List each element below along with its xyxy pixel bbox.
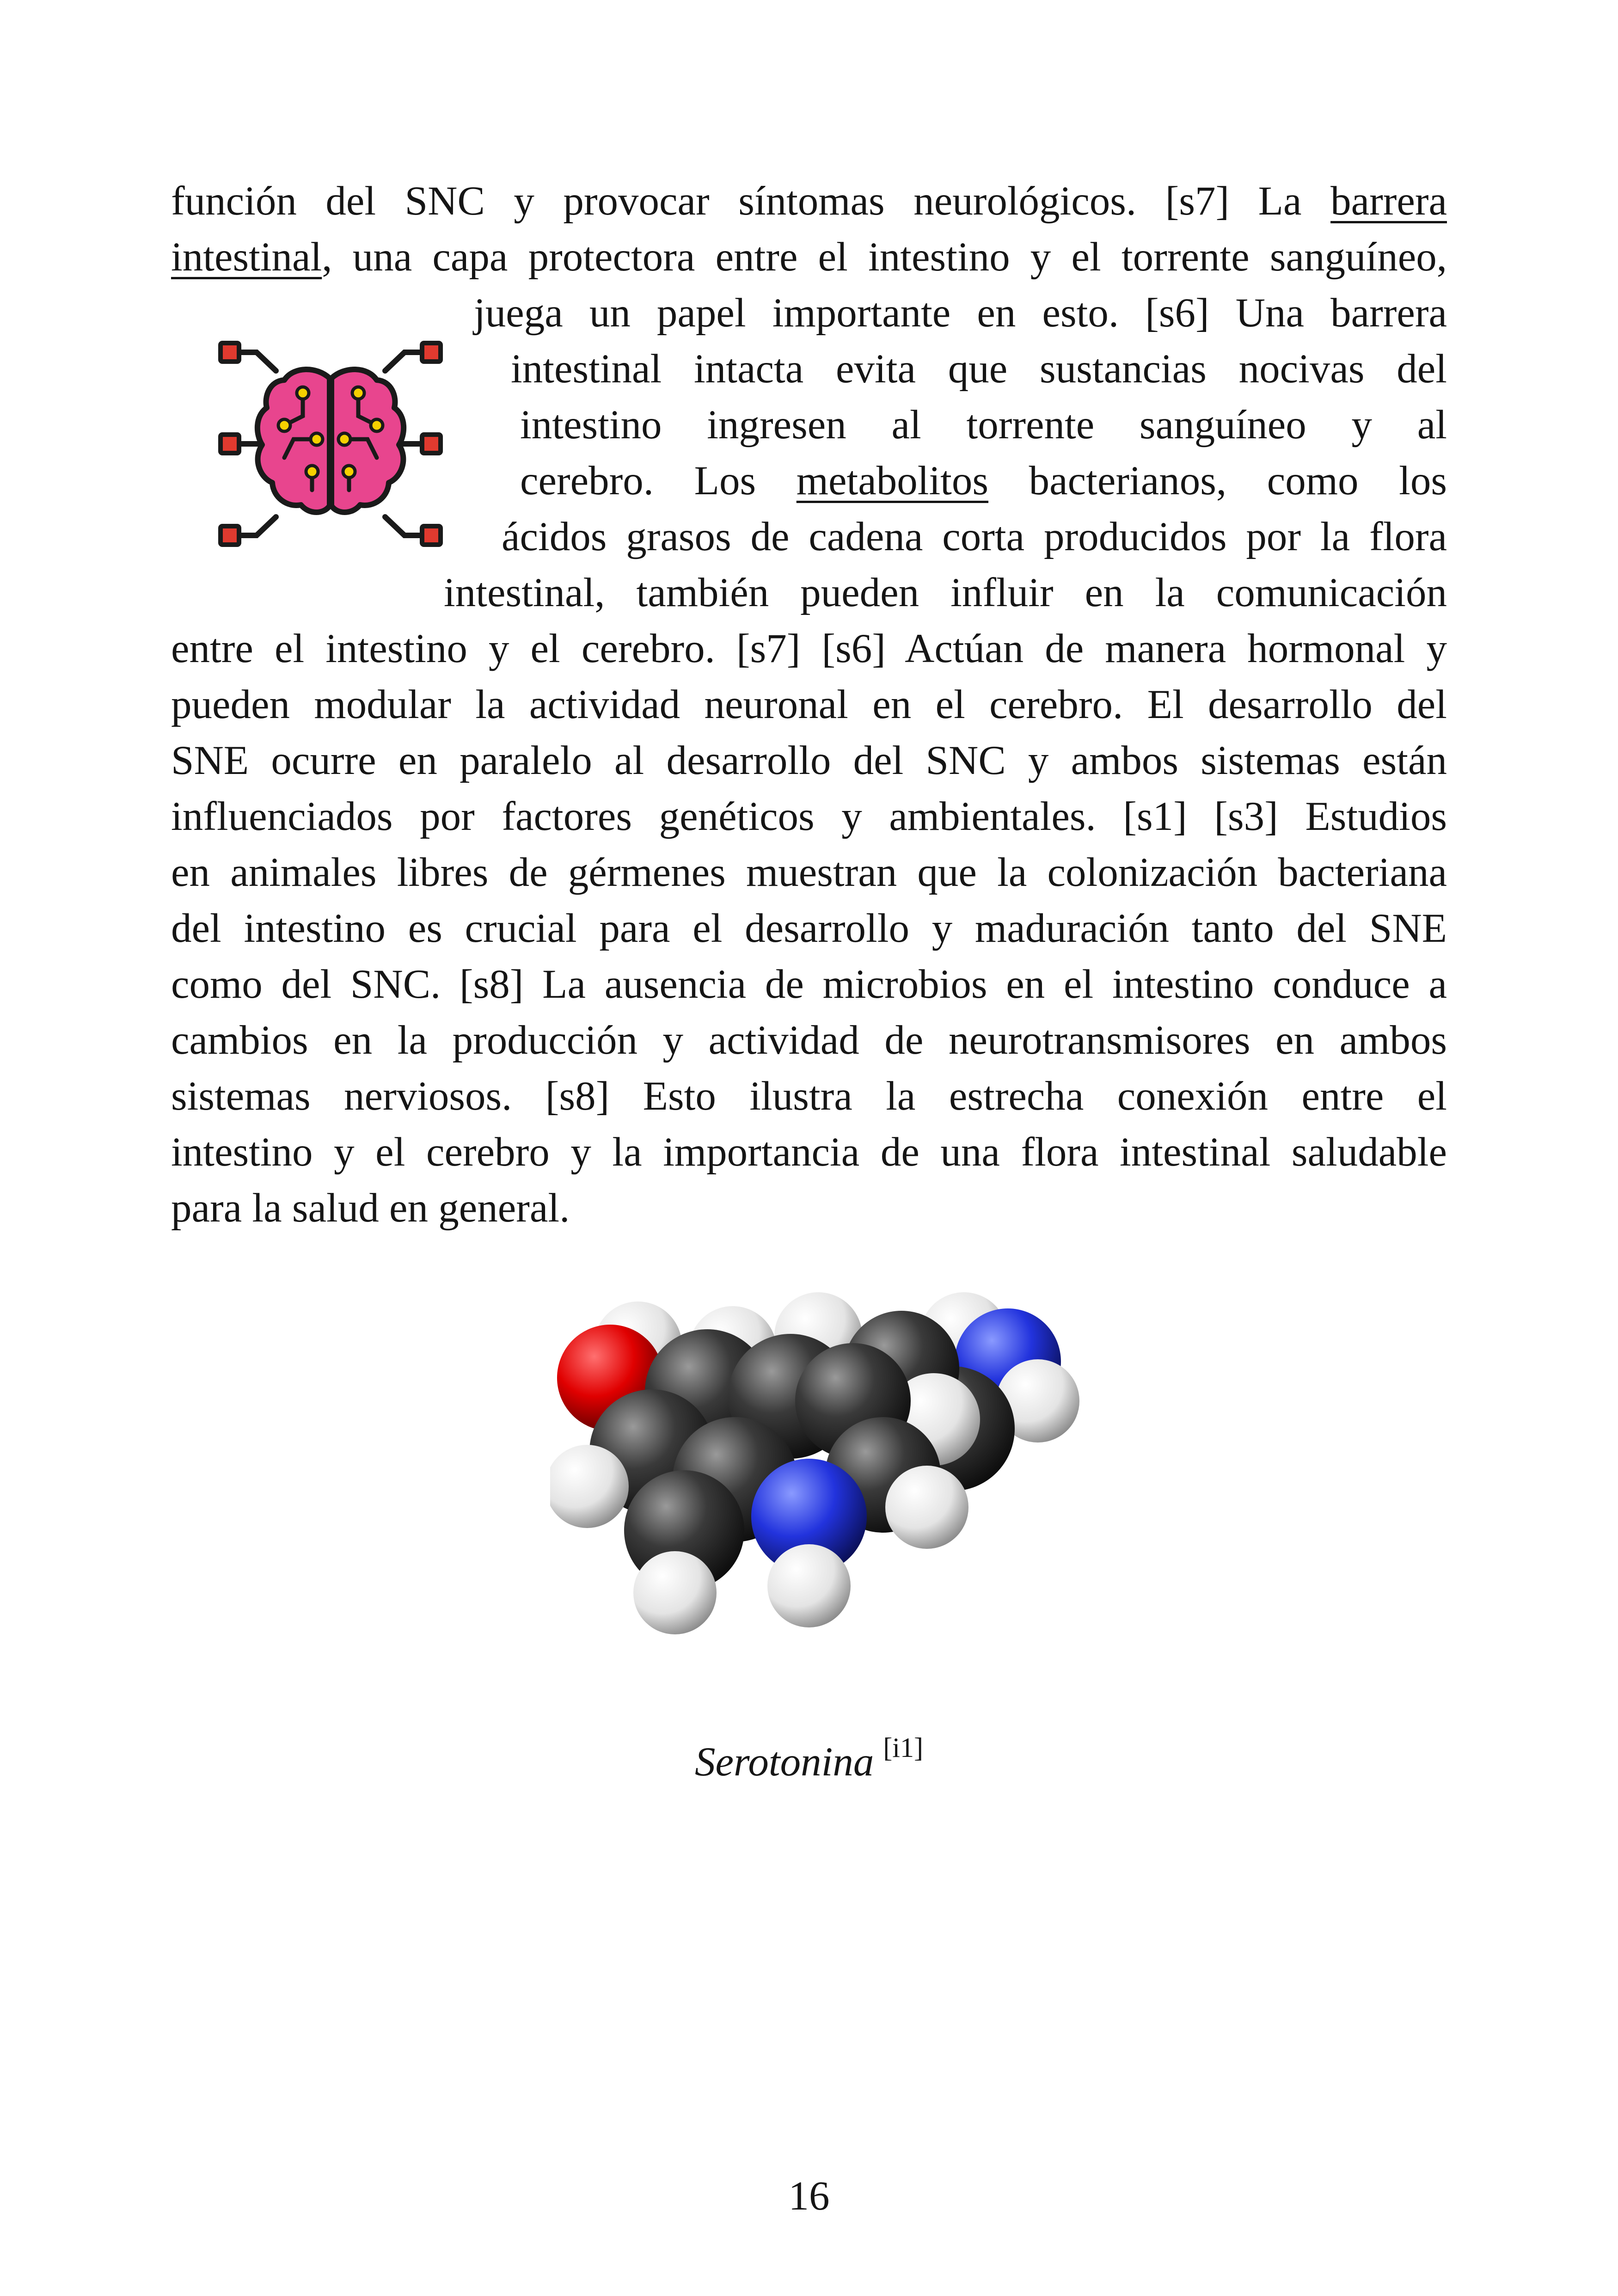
text-line [171, 1013, 1447, 1068]
text-segment: influenciados por factores genéticos y ambientales. [s1] [s3] Estudios [171, 794, 1447, 839]
text-line [171, 901, 1447, 956]
text-line [171, 789, 1447, 844]
text-line [171, 173, 1447, 229]
figure-caption [0, 1720, 1618, 1790]
text-line [171, 733, 1447, 788]
text-line [502, 509, 1447, 565]
text-line [520, 453, 1447, 509]
text-segment: intestino ingresen al torrente sanguíneo y al [520, 402, 1447, 448]
serotonin-molecule-image [550, 1285, 1086, 1655]
hydrogen-atom [633, 1551, 717, 1634]
text-segment: entre el intestino y el cerebro. [s7] [s6] Actúan de manera hormonal y [171, 626, 1447, 671]
text-line [171, 1124, 1447, 1180]
text-segment: cambios en la producción y actividad de neurotransmisores en ambos [171, 1018, 1447, 1063]
text-line [171, 1068, 1447, 1124]
text-line [511, 341, 1447, 397]
text-segment: intestinal, también pueden influir en la comunicación [444, 570, 1447, 615]
text-line [520, 397, 1447, 453]
text-segment: intestino y el cerebro y la importancia de una flora intestinal saludable [171, 1130, 1447, 1175]
text-segment: sistemas nerviosos. [s8] Esto ilustra la estrecha conexión entre el [171, 1074, 1447, 1119]
text-line [444, 565, 1447, 620]
text-segment: intestinal intacta evita que sustancias nocivas del [511, 346, 1447, 392]
figure-reference: [i1] [883, 1732, 923, 1763]
text-line [171, 677, 1447, 732]
text-line [171, 1180, 1447, 1236]
text-segment: SNE ocurre en paralelo al desarrollo del SNC y ambos sistemas están [171, 738, 1447, 783]
underlined-term: barrera [1330, 178, 1447, 224]
text-segment: bacterianos, como los [988, 458, 1447, 503]
text-segment: , una capa protectora entre el intestino y el torrente sanguíneo, [322, 234, 1447, 280]
hydrogen-atom [767, 1544, 851, 1627]
text-segment: del intestino es crucial para el desarrollo y maduración tanto del SNE [171, 906, 1447, 951]
text-segment: pueden modular la actividad neuronal en el cerebro. El desarrollo del [171, 682, 1447, 727]
underlined-term: metabolitos [796, 458, 989, 503]
text-segment: en animales libres de gérmenes muestran que la colonización bacteriana [171, 850, 1447, 895]
text-line [171, 621, 1447, 676]
text-segment: juega un papel importante en esto. [s6] Una barrera [474, 290, 1447, 336]
text-segment: cerebro. Los [520, 458, 797, 503]
text-line [474, 285, 1447, 341]
text-line [171, 229, 1447, 285]
text-segment: ácidos grasos de cadena corta producidos por la flora [502, 514, 1447, 559]
hydrogen-atom [885, 1466, 968, 1549]
text-line [171, 845, 1447, 900]
page-number: 16 [788, 2173, 830, 2219]
brain-circuit-icon [210, 324, 451, 564]
text-line [171, 957, 1447, 1012]
text-segment: función del SNC y provocar síntomas neurológicos. [s7] La [171, 178, 1331, 224]
text-segment: como del SNC. [s8] La ausencia de microbios en el intestino conduce a [171, 962, 1447, 1007]
text-segment: para la salud en general. [171, 1185, 570, 1231]
figure-caption-text: Serotonina [695, 1739, 874, 1785]
underlined-term: intestinal [171, 234, 322, 280]
